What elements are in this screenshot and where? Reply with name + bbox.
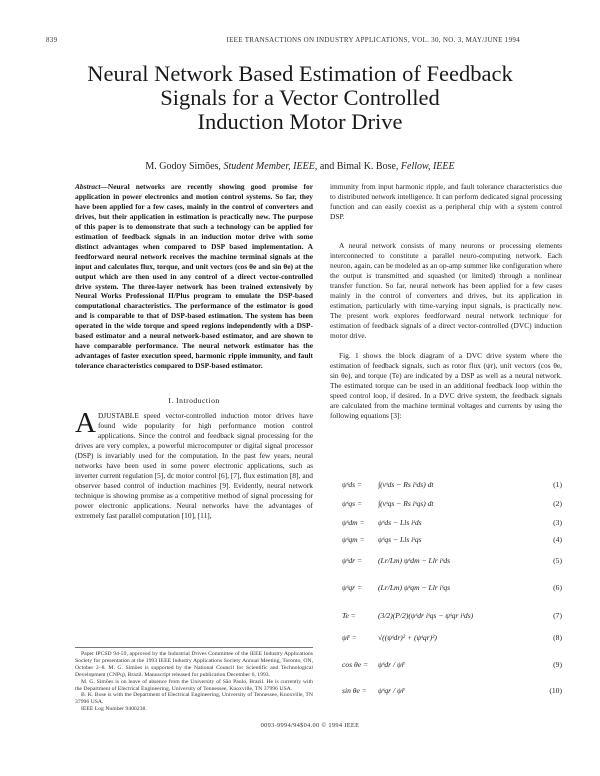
equation-lhs: ψˢds = [342, 480, 363, 489]
equation-rhs: (Lr/Lm) ψˢdm − Llr iˢds [378, 556, 451, 565]
author-1: M. Godoy Simões, [145, 161, 221, 172]
abstract-text: Neural networks are recently showing good promise for application in power electronics and motion control systems. So far, they have been applied for a few cases, mainly in the control of converters and drives, but their application in estimation is practically new. The purpose of this paper is to demonstrate that such a technology can be applied for estimation of feedback signals in an induction motor drive with some distinct advantages when compared to DSP based implementation. A feedforward neural network receives the machine terminal signals at the input and calculates flux, torque, and unit vectors (cos θe and sin θe) at the output which are then used in any control of a direct vector-controlled drive system. The three-layer network has been trained extensively by Neural Works Professional II/Plus program to emulate the DSP-based computational characteristics. The performance of the estimator is good and is comparable to that of DSP-based estimation. The system has been operated in the wide torque and speed regions independently with a DSP-based estimator and a neural network-based estimator, and are shown to have comparable performance. The neural network estimator has the advantages of faster execution speed, harmonic ripple immunity, and fault tolerance characteristics compared to DSP-based estimator. [75, 182, 313, 371]
author-connector: and Bimal K. Bose, [319, 161, 399, 172]
title-line-2: Signals for a Vector Controlled [160, 85, 440, 110]
equation-number: (5) [553, 556, 562, 565]
introduction-text [75, 407, 313, 520]
equation-rhs: ψˢqs − Lls iˢqs [378, 535, 422, 544]
footnotes [75, 647, 313, 713]
equation-rhs: ψˢds − Lls iˢds [378, 518, 422, 527]
author-1-role: Student Member, IEEE, [223, 161, 318, 172]
equation-rhs: (Lr/Lm) ψˢqm − Llr iˢqs [378, 583, 451, 592]
author-line [60, 161, 540, 172]
copyright-line: 0093-9994/94$04.00 © 1994 IEEE [260, 722, 360, 729]
right-paragraph-3 [330, 351, 562, 421]
equation-number: (9) [553, 660, 562, 669]
intro-body: DJUSTABLE speed vector-controlled induction motor drives have found wide popularity for high performance motion control applications. Since the control and feedback signal processing for the drives are very complex, a powerful microcomputer or digital signal processor (DSP) is invariably used for the computation. In the past few years, neural networks have been used in some power electronic applications, such as inverter current regulation [5], dc motor control [6], [7], flux estimation [8], and observer based control of induction machines [9]. Evidently, neural network technique is showing promise as a competitive method of signal processing for power electronic applications. Neural networks have the advantages of extremely fast parallel computation [10], [11], [75, 411, 313, 520]
equation-number: (2) [553, 499, 562, 508]
page-number: 839 [46, 36, 58, 44]
equation-lhs: ψ̂r = [342, 633, 357, 642]
equation-lhs: ψˢqs = [342, 499, 363, 508]
equation-rhs: ∫(vˢds − Rs iˢds) dt [378, 480, 434, 489]
equation-number: (3) [553, 518, 562, 527]
paragraph-text: Fig. 1 shows the block diagram of a DVC drive system where the estimation of feedback signals, such as rotor flux (ψr), unit vectors (cos θe, sin θe), and torque (Te) are indicated by a DSP as well as a neural network. The estimated torque can be used in an additional feedback loop within the speed control loop, if desired. In a DVC drive system, the feedback signals are calculated from the machine terminal voltages and currents by using the following equations [3]: [330, 351, 562, 420]
right-paragraph-2 [330, 241, 562, 341]
abstract [75, 182, 313, 371]
equation-lhs: ψˢqm = [342, 535, 365, 544]
equation-number: (1) [553, 480, 562, 489]
equation-number: (10) [549, 686, 562, 695]
footnote-4: IEEE Log Number 9400238. [81, 706, 147, 713]
journal-name: IEEE TRANSACTIONS ON INDUSTRY APPLICATIONS, VOL. 30, NO. 3, MAY/JUNE 1994 [226, 36, 520, 44]
equation-number: (4) [553, 535, 562, 544]
paragraph-text: A neural network consists of many neurons or processing elements interconnected to constitute a parallel neuro-computing network. Each neuron, again, can be modeled as an op-amp summer like configuration where the output is transmitted and squashed (or limited) through a nonlinear transfer function. So far, neural network has been applied for a few cases mainly in the control of converters and drives, but its application in estimation, particularly with time-varying input signals, is practically new. The present work explores feedforward neural network technique for estimation of feedback signals of a direct vector-controlled (DVC) induction motor drive. [330, 241, 562, 340]
equation-lhs: Te = [342, 611, 356, 620]
equation-rhs: (3/2)(P/2)(ψˢdr iˢqs − ψˢqr iˢds) [378, 611, 474, 620]
equation-rhs: ψˢqr / ψ̂r [378, 686, 405, 695]
equation-rhs: √((ψˢdr)² + (ψˢqr)²) [378, 633, 437, 642]
equation-lhs: cos θe = [342, 660, 369, 669]
equation-number: (8) [553, 633, 562, 642]
title-line-3: Induction Motor Drive [197, 109, 403, 134]
paper-title [60, 62, 540, 134]
equation-rhs: ψˢdr / ψ̂r [378, 660, 405, 669]
equation-lhs: ψˢdm = [342, 518, 365, 527]
equation-number: (7) [553, 611, 562, 620]
footnote-2: M. G. Simões is on leave of absence from the University of São Paulo, Brazil. He is currently with the Department of Electrical Engineering, University of Tennessee, Knoxville, TN 37996 USA. [75, 678, 313, 692]
equation-number: (6) [553, 583, 562, 592]
title-line-1: Neural Network Based Estimation of Feedback [87, 61, 513, 86]
abstract-lead: Abstract— [75, 182, 108, 191]
drop-cap: A [75, 407, 96, 439]
equation-lhs: ψˢqr = [342, 583, 363, 592]
right-paragraph-1 [330, 182, 562, 222]
paragraph-text: immunity from input harmonic ripple, and fault tolerance characteristics due to distributed network intelligence. It can perform dedicated signal processing function and can easily coexist as a peripheral chip with a system control DSP. [330, 182, 562, 221]
equation-rhs: ∫(vˢqs − Rs iˢqs) dt [378, 499, 434, 508]
author-2-role: Fellow, IEEE [400, 161, 455, 172]
footnote-3: B. K. Bose is with the Department of Electrical Engineering, University of Tennessee, Knoxville, TN 37996 USA. [75, 692, 313, 706]
footnote-1: Paper IPCSD 94-59, approved by the Industrial Drives Committee of the IEEE Industry Applications Society for presentation at the 1993 IEEE Industry Applications Society Annual Meeting, Toronto, ON, October 2–8. M. G. Simões is supported by the National Council for Scientific and Technological Development (CNPq), Brazil. Manuscript released for publication December 6, 1993. [75, 651, 313, 678]
equation-lhs: sin θe = [342, 686, 367, 695]
running-header [46, 36, 520, 46]
section-heading: I. Introduction [168, 396, 220, 405]
equation-lhs: ψˢdr = [342, 556, 363, 565]
